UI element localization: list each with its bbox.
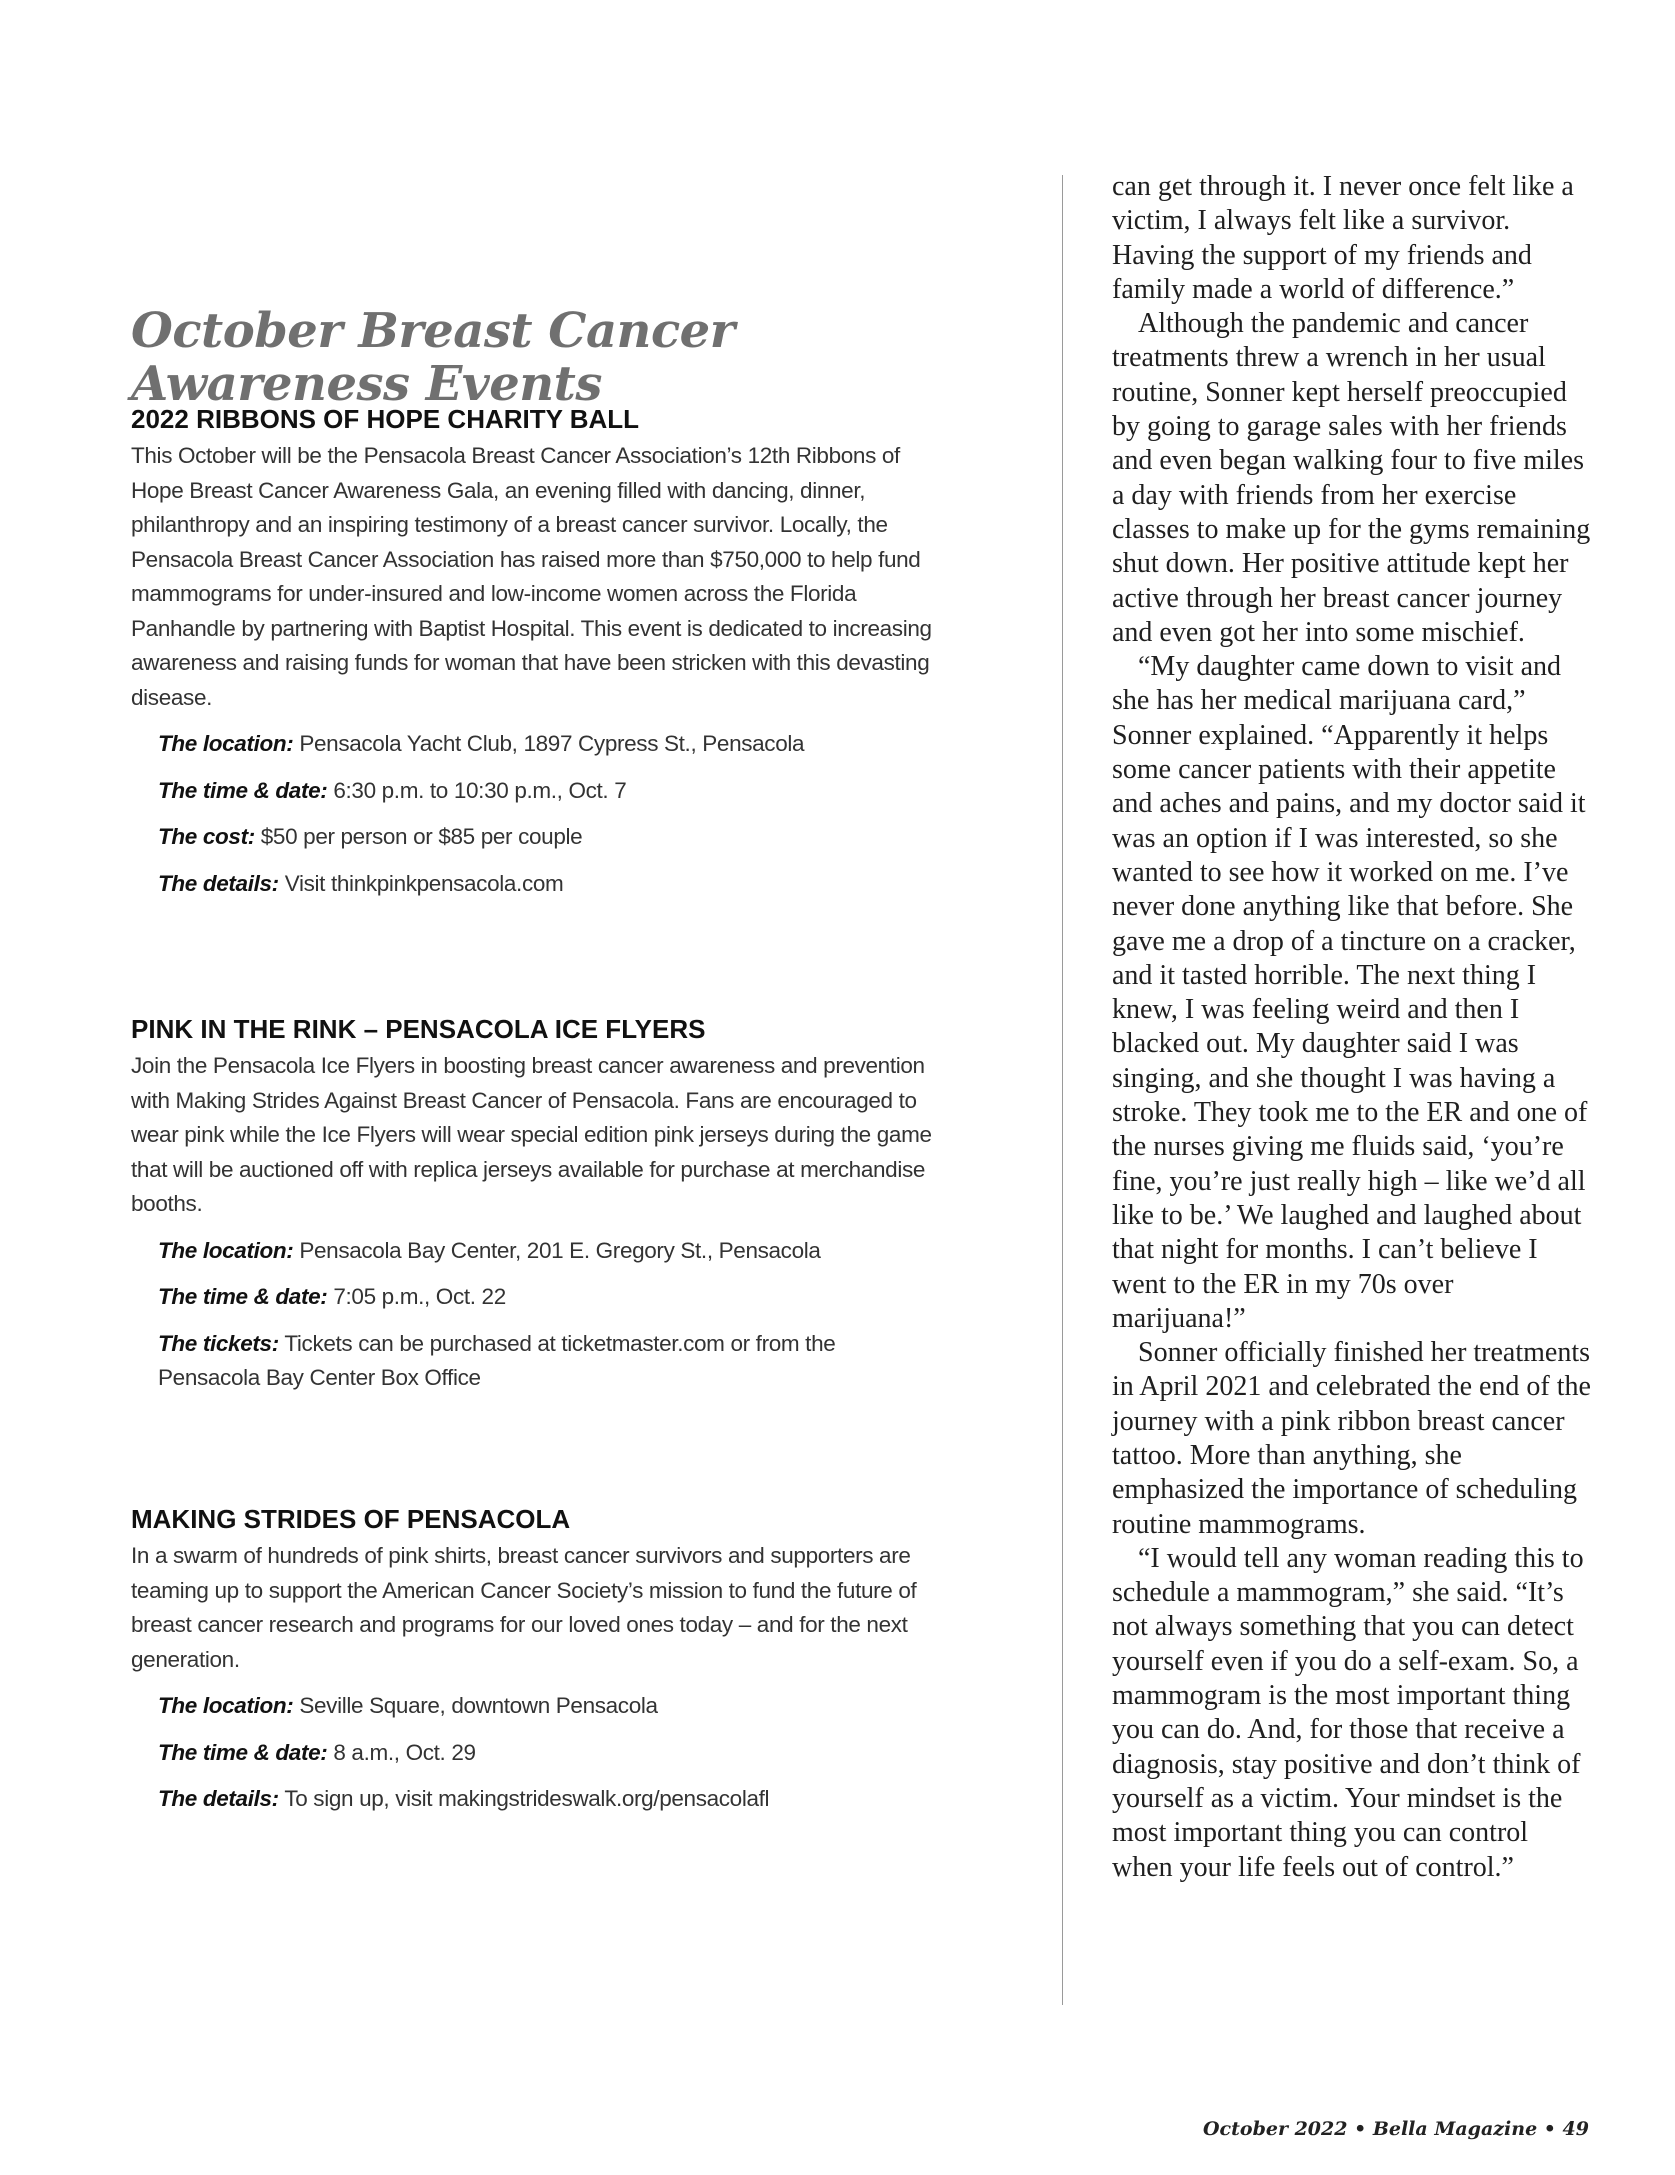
event-heading: 2022 RIBBONS OF HOPE CHARITY BALL [131,404,640,434]
detail-value: To sign up, visit makingstrideswalk.org/pensacolafl [278,1786,770,1812]
detail-label: The details: [158,870,279,896]
detail-value: Pensacola Yacht Club, 1897 Cypress St., Pensacola [293,731,805,757]
column-divider [1062,175,1063,2005]
detail-label: The time & date: [158,1739,328,1765]
story-paragraph: “My daughter came down to visit and she has her medical marijuana card,” Sonner explained. “Apparently it helps some cancer patients with their appetite and aches and pains, and my doctor said it was an option if I was interested, so she wanted to see how it worked on me. I’ve never done anything like that before. She gave me a drop of a tincture on a cracker, and it tasted horrible. The next thing I knew, I was feeling weird and then I blacked out. My daughter said I was singing, and she thought I was having a stroke. They took me to the ER and one of the nurses giving me fluids said, ‘you’re fine, you’re just really high – like we’d all like to be.’ We laughed and laughed about that night for months. I can’t believe I went to the ER in my 70s over marijuana!” [1112,651,1588,1334]
event-time-date [158,774,951,809]
detail-label: The details: [158,1786,279,1812]
event-time-date [158,1736,951,1771]
event-description: This October will be the Pensacola Breast Cancer Association’s 12th Ribbons of Hope Breast Cancer Awareness Gala, an evening filled with dancing, dinner, philanthropy and an inspiring testimony of a breast cancer survivor. Locally, the Pensacola Breast Cancer Association has raised more than $750,000 to help fund mammograms for under-insured and low-income women across the Florida Panhandle by partnering with Baptist Hospital. This event is dedicated to increasing awareness and raising funds for woman that have been stricken with this devasting disease. [131,443,932,710]
event-tickets [158,1327,878,1396]
event-heading: MAKING STRIDES OF PENSACOLA [131,1504,571,1534]
story-paragraph: Although the pandemic and cancer treatments threw a wrench in her usual routine, Sonner kept herself preoccupied by going to garage sales with her friends and even began walking four to five miles a day with friends from her exercise classes to make up for the gyms remaining shut down. Her positive attitude kept her active through her breast cancer journey and even got her into some mischief. [1112,308,1591,648]
event-details [158,1782,951,1817]
event-description: In a swarm of hundreds of pink shirts, breast cancer survivors and supporters are teaming up to support the American Cancer Society’s mission to fund the future of breast cancer research and programs for our loved ones today – and for the next generation. [131,1543,917,1672]
detail-label: The time & date: [158,1284,328,1310]
detail-label: The cost: [158,824,255,850]
event-pink-in-the-rink [131,1014,951,1396]
detail-value: 6:30 p.m. to 10:30 p.m., Oct. 7 [327,777,627,803]
detail-value: Seville Square, downtown Pensacola [293,1693,658,1719]
event-location [158,1234,951,1269]
detail-value: Pensacola Bay Center, 201 E. Gregory St., Pensacola [293,1237,821,1263]
page-title: October Breast Cancer Awareness Events [131,303,735,412]
detail-value: 8 a.m., Oct. 29 [327,1739,476,1765]
detail-label: The time & date: [158,777,328,803]
detail-value: Visit thinkpinkpensacola.com [278,870,564,896]
detail-label: The tickets: [158,1330,279,1356]
event-location [158,727,951,762]
detail-value: 7:05 p.m., Oct. 22 [327,1284,506,1310]
event-description: Join the Pensacola Ice Flyers in boosting breast cancer awareness and prevention with Making Strides Against Breast Cancer of Pensacola. Fans are encouraged to wear pink while the Ice Flyers will wear special edition pink jerseys during the game that will be auctioned off with replica jerseys available for purchase at merchandise booths. [131,1053,932,1217]
page-footer: October 2022 • Bella Magazine • 49 [1203,2118,1589,2140]
event-location [158,1689,951,1724]
story-column [1112,170,1592,1885]
detail-value: $50 per person or $85 per couple [254,824,583,850]
detail-label: The location: [158,731,294,757]
story-paragraph: Sonner officially finished her treatments in April 2021 and celebrated the end of the journey with a pink ribbon breast cancer tattoo. More than anything, she emphasized the importance of scheduling routine mammograms. [1112,1337,1591,1540]
event-time-date [158,1280,951,1315]
event-making-strides [131,1504,951,1817]
story-paragraph: can get through it. I never once felt like a victim, I always felt like a survivor. Having the support of my friends and family made a world of difference.” [1112,171,1574,305]
event-details [158,867,951,902]
detail-label: The location: [158,1237,294,1263]
event-ribbons-of-hope [131,404,951,901]
detail-label: The location: [158,1693,294,1719]
event-heading: PINK IN THE RINK – PENSACOLA ICE FLYERS [131,1014,706,1044]
event-cost [158,820,951,855]
detail-value: Tickets can be purchased at ticketmaster.com or from the Pensacola Bay Center Box Office [158,1330,836,1391]
story-paragraph: “I would tell any woman reading this to schedule a mammogram,” she said. “It’s not always something that you can detect yourself even if you do a self-exam. So, a mammogram is the most important thing you can do. And, for those that receive a diagnosis, stay positive and don’t think of yourself as a victim. Your mindset is the most important thing you can control when your life feels out of control.” [1112,1542,1584,1883]
